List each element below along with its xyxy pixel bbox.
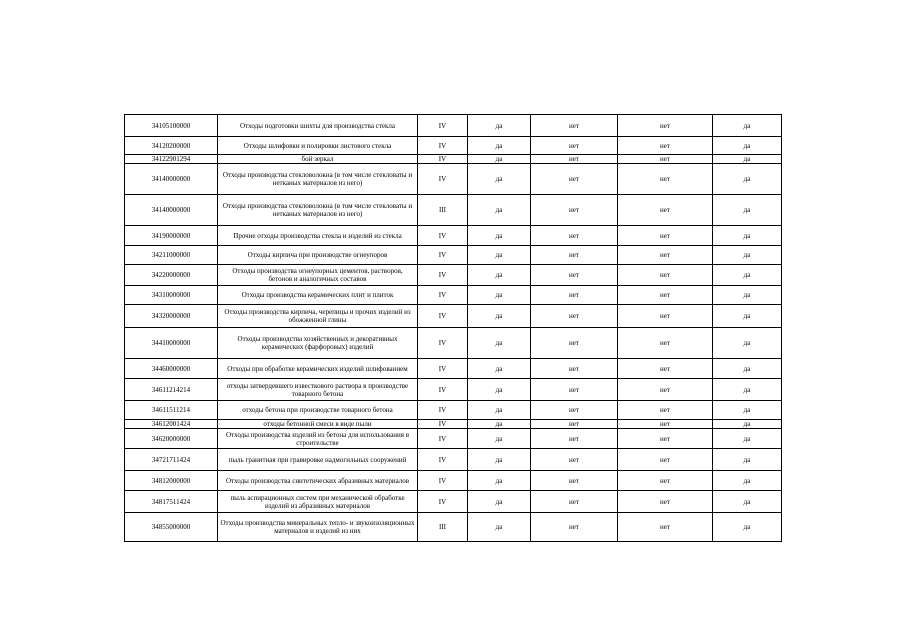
table-row	[125, 359, 782, 379]
table-row	[125, 164, 782, 195]
waste-name-cell: Отходы производства минеральных тепло- и звукоизоляционных материалов и изделий из них	[218, 513, 418, 542]
flag-cell-4: да	[713, 401, 782, 420]
flag-cell-3: нет	[618, 246, 713, 265]
flag-cell-3: нет	[618, 115, 713, 137]
flag-cell-4: да	[713, 420, 782, 429]
flag-cell-4: да	[713, 195, 782, 226]
flag-cell-2: нет	[531, 155, 618, 164]
flag-cell-3: нет	[618, 137, 713, 155]
flag-cell-2: нет	[531, 359, 618, 379]
hazard-class-cell: IV	[418, 155, 468, 164]
flag-cell-4: да	[713, 226, 782, 246]
table-row	[125, 265, 782, 286]
hazard-class-cell: IV	[418, 305, 468, 328]
hazard-class-cell: IV	[418, 471, 468, 491]
waste-classification-table	[124, 114, 782, 542]
flag-cell-1: да	[468, 115, 531, 137]
flag-cell-4: да	[713, 379, 782, 401]
table-row	[125, 195, 782, 226]
table-row	[125, 429, 782, 449]
code-cell: 34310000000	[125, 286, 218, 305]
code-cell: 34105100000	[125, 115, 218, 137]
flag-cell-4: да	[713, 513, 782, 542]
flag-cell-4: да	[713, 246, 782, 265]
table-row	[125, 137, 782, 155]
flag-cell-3: нет	[618, 164, 713, 195]
flag-cell-1: да	[468, 195, 531, 226]
table-row	[125, 115, 782, 137]
waste-name-cell: отходы бетона при производстве товарного бетона	[218, 401, 418, 420]
code-cell: 34460000000	[125, 359, 218, 379]
flag-cell-4: да	[713, 471, 782, 491]
hazard-class-cell: IV	[418, 401, 468, 420]
code-cell: 34211000000	[125, 246, 218, 265]
hazard-class-cell: III	[418, 195, 468, 226]
hazard-class-cell: IV	[418, 286, 468, 305]
code-cell: 34120200000	[125, 137, 218, 155]
waste-name-cell: бой зеркал	[218, 155, 418, 164]
table-body	[125, 115, 782, 542]
flag-cell-3: нет	[618, 449, 713, 471]
flag-cell-1: да	[468, 226, 531, 246]
flag-cell-1: да	[468, 328, 531, 359]
table-row	[125, 471, 782, 491]
flag-cell-1: да	[468, 379, 531, 401]
flag-cell-3: нет	[618, 359, 713, 379]
flag-cell-3: нет	[618, 401, 713, 420]
waste-name-cell: Отходы кирпича при производстве огнеупоров	[218, 246, 418, 265]
table-row	[125, 491, 782, 513]
waste-name-cell: Отходы производства кирпича, черепицы и прочих изделий из обожженной глины	[218, 305, 418, 328]
waste-name-cell: отходы бетонной смеси в виде пыли	[218, 420, 418, 429]
hazard-class-cell: IV	[418, 449, 468, 471]
flag-cell-1: да	[468, 491, 531, 513]
flag-cell-3: нет	[618, 379, 713, 401]
hazard-class-cell: IV	[418, 491, 468, 513]
flag-cell-2: нет	[531, 246, 618, 265]
flag-cell-2: нет	[531, 513, 618, 542]
code-cell: 34721711424	[125, 449, 218, 471]
hazard-class-cell: IV	[418, 429, 468, 449]
flag-cell-2: нет	[531, 429, 618, 449]
code-cell: 34611214214	[125, 379, 218, 401]
flag-cell-3: нет	[618, 429, 713, 449]
flag-cell-1: да	[468, 449, 531, 471]
waste-name-cell: Отходы производства хозяйственных и декоративных керамических (фарфоровых) изделий	[218, 328, 418, 359]
hazard-class-cell: IV	[418, 246, 468, 265]
flag-cell-1: да	[468, 305, 531, 328]
waste-name-cell: Отходы производства стекловолокна (в том числе стекловаты и нетканых материалов из него)	[218, 164, 418, 195]
waste-name-cell: Отходы при обработке керамических изделий шлифованием	[218, 359, 418, 379]
flag-cell-1: да	[468, 401, 531, 420]
table-row	[125, 286, 782, 305]
code-cell: 34190000000	[125, 226, 218, 246]
flag-cell-2: нет	[531, 286, 618, 305]
flag-cell-1: да	[468, 155, 531, 164]
hazard-class-cell: IV	[418, 359, 468, 379]
code-cell: 34812000000	[125, 471, 218, 491]
flag-cell-1: да	[468, 286, 531, 305]
flag-cell-2: нет	[531, 195, 618, 226]
flag-cell-3: нет	[618, 226, 713, 246]
code-cell: 34620000000	[125, 429, 218, 449]
flag-cell-4: да	[713, 491, 782, 513]
flag-cell-4: да	[713, 286, 782, 305]
flag-cell-1: да	[468, 513, 531, 542]
flag-cell-4: да	[713, 137, 782, 155]
flag-cell-2: нет	[531, 305, 618, 328]
code-cell: 34410000000	[125, 328, 218, 359]
flag-cell-2: нет	[531, 265, 618, 286]
hazard-class-cell: IV	[418, 226, 468, 246]
flag-cell-2: нет	[531, 137, 618, 155]
flag-cell-1: да	[468, 246, 531, 265]
waste-name-cell: Отходы шлифовки и полировки листового стекла	[218, 137, 418, 155]
flag-cell-1: да	[468, 429, 531, 449]
waste-name-cell: пыль гранитная при гравировке надмогильных сооружений	[218, 449, 418, 471]
flag-cell-2: нет	[531, 379, 618, 401]
table-row	[125, 226, 782, 246]
flag-cell-4: да	[713, 305, 782, 328]
code-cell: 34611511214	[125, 401, 218, 420]
hazard-class-cell: IV	[418, 265, 468, 286]
waste-name-cell: Прочие отходы производства стекла и изделий из стекла	[218, 226, 418, 246]
hazard-class-cell: IV	[418, 379, 468, 401]
flag-cell-3: нет	[618, 328, 713, 359]
flag-cell-4: да	[713, 449, 782, 471]
flag-cell-1: да	[468, 420, 531, 429]
flag-cell-1: да	[468, 359, 531, 379]
waste-name-cell: Отходы производства огнеупорных цементов, растворов, бетонов и аналогичных составов	[218, 265, 418, 286]
code-cell: 34220000000	[125, 265, 218, 286]
waste-name-cell: Отходы подготовки шихты для производства стекла	[218, 115, 418, 137]
flag-cell-2: нет	[531, 226, 618, 246]
table-row	[125, 420, 782, 429]
waste-name-cell: Отходы производства синтетических абразивных материалов	[218, 471, 418, 491]
code-cell: 34140000000	[125, 195, 218, 226]
table-row	[125, 305, 782, 328]
flag-cell-4: да	[713, 429, 782, 449]
flag-cell-2: нет	[531, 471, 618, 491]
flag-cell-2: нет	[531, 401, 618, 420]
flag-cell-3: нет	[618, 286, 713, 305]
table-row	[125, 379, 782, 401]
flag-cell-2: нет	[531, 115, 618, 137]
flag-cell-4: да	[713, 155, 782, 164]
waste-name-cell: пыль аспирационных систем при механической обработке изделий из абразивных материалов	[218, 491, 418, 513]
code-cell: 34140000000	[125, 164, 218, 195]
flag-cell-4: да	[713, 115, 782, 137]
flag-cell-3: нет	[618, 265, 713, 286]
waste-name-cell: отходы затвердевшего известкового раствора в производстве товарного бетона	[218, 379, 418, 401]
flag-cell-3: нет	[618, 513, 713, 542]
flag-cell-3: нет	[618, 305, 713, 328]
flag-cell-4: да	[713, 265, 782, 286]
hazard-class-cell: IV	[418, 420, 468, 429]
flag-cell-2: нет	[531, 449, 618, 471]
table-row	[125, 246, 782, 265]
flag-cell-2: нет	[531, 328, 618, 359]
flag-cell-2: нет	[531, 491, 618, 513]
flag-cell-4: да	[713, 359, 782, 379]
hazard-class-cell: IV	[418, 115, 468, 137]
flag-cell-1: да	[468, 137, 531, 155]
table-row	[125, 328, 782, 359]
flag-cell-3: нет	[618, 471, 713, 491]
waste-name-cell: Отходы производства керамических плит и плиток	[218, 286, 418, 305]
flag-cell-3: нет	[618, 195, 713, 226]
hazard-class-cell: IV	[418, 328, 468, 359]
flag-cell-3: нет	[618, 420, 713, 429]
flag-cell-2: нет	[531, 164, 618, 195]
flag-cell-1: да	[468, 265, 531, 286]
flag-cell-4: да	[713, 328, 782, 359]
flag-cell-4: да	[713, 164, 782, 195]
code-cell: 34320000000	[125, 305, 218, 328]
flag-cell-3: нет	[618, 491, 713, 513]
flag-cell-3: нет	[618, 155, 713, 164]
code-cell: 34612001424	[125, 420, 218, 429]
flag-cell-1: да	[468, 471, 531, 491]
table-row	[125, 401, 782, 420]
table-row	[125, 155, 782, 164]
code-cell: 34855000000	[125, 513, 218, 542]
hazard-class-cell: IV	[418, 164, 468, 195]
flag-cell-2: нет	[531, 420, 618, 429]
code-cell: 34122901294	[125, 155, 218, 164]
table-row	[125, 513, 782, 542]
table-row	[125, 449, 782, 471]
code-cell: 34817511424	[125, 491, 218, 513]
flag-cell-1: да	[468, 164, 531, 195]
waste-name-cell: Отходы производства изделий из бетона для использования в строительстве	[218, 429, 418, 449]
hazard-class-cell: IV	[418, 137, 468, 155]
hazard-class-cell: III	[418, 513, 468, 542]
waste-name-cell: Отходы производства стекловолокна (в том числе стекловаты и нетканых материалов из него)	[218, 195, 418, 226]
